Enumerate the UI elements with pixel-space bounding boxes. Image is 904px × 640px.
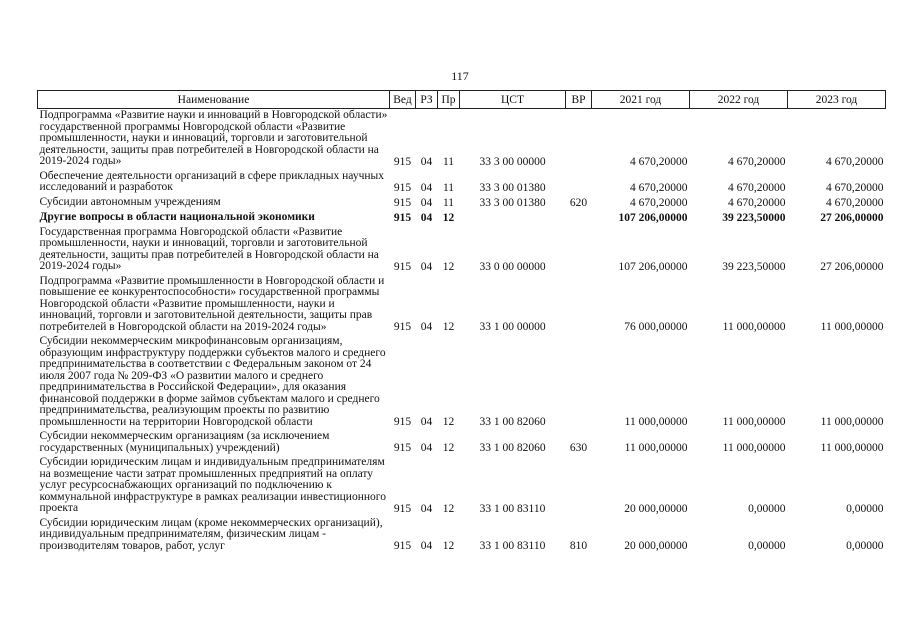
header-name: Наименование (38, 91, 390, 109)
row-rz: 04 (420, 442, 433, 454)
row-2021: 11 000,00000 (624, 442, 688, 454)
row-name: Субсидии автономным учреждениям (39, 196, 221, 208)
row-vr: 810 (569, 540, 588, 552)
table-row (38, 109, 886, 170)
row-2023: 4 670,20000 (826, 155, 884, 168)
row-2023: 0,00000 (846, 502, 884, 515)
row-cst: 33 3 00 00000 (479, 155, 546, 168)
row-2021: 76 000,00000 (624, 321, 688, 333)
row-cst: 33 0 00 00000 (479, 260, 546, 273)
row-2021: 4 670,20000 (630, 181, 688, 194)
header-2022: 2022 год (690, 91, 788, 109)
table-row (38, 211, 886, 226)
row-vr: 630 (569, 442, 588, 454)
row-vr (566, 211, 592, 226)
row-rz: 04 (420, 260, 433, 273)
row-cst: 33 1 00 83110 (479, 540, 546, 552)
table-row (38, 430, 886, 456)
row-ved: 915 (393, 416, 412, 428)
row-vr: 620 (569, 196, 588, 209)
row-pr: 11 (442, 155, 455, 168)
table-row (38, 517, 886, 555)
row-name: Обеспечение деятельности организаций в сфере прикладных научных исследований и разработок (39, 169, 384, 193)
row-pr: 11 (442, 196, 455, 209)
row-cst (460, 211, 566, 226)
row-rz: 04 (420, 502, 433, 515)
row-cst: 33 1 00 00000 (479, 321, 546, 333)
row-pr: 12 (442, 416, 455, 428)
row-rz: 04 (420, 540, 433, 552)
row-cst: 33 1 00 83110 (479, 502, 546, 515)
header-vr: ВР (566, 91, 592, 109)
row-vr (566, 456, 592, 517)
row-2023: 11 000,00000 (820, 442, 884, 454)
row-2023: 27 206,00000 (820, 211, 884, 224)
row-cst: 33 3 00 01380 (479, 181, 546, 194)
row-2021: 20 000,00000 (624, 540, 688, 552)
table-row (38, 335, 886, 430)
row-rz: 04 (420, 321, 433, 333)
row-2021: 20 000,00000 (624, 502, 688, 515)
header-rz: РЗ (416, 91, 438, 109)
row-2022: 39 223,50000 (722, 260, 786, 273)
header-cst: ЦСТ (460, 91, 566, 109)
budget-table (37, 90, 886, 554)
row-ved: 915 (393, 442, 412, 454)
table-row (38, 196, 886, 211)
row-rz: 04 (420, 196, 433, 209)
row-name: Субсидии некоммерческим организациям (за исключением государственных (муниципальных) учреждений) (39, 430, 330, 454)
row-cst: 33 3 00 01380 (479, 196, 546, 209)
row-ved: 915 (393, 260, 412, 273)
table-row (38, 456, 886, 517)
row-name: Подпрограмма «Развитие промышленности в Новгородской области и повышение ее конкурентоспособности» государственной программы Новгородской области «Развитие промышленности, науки и инноваций, торговли и заготовительной деятельности, защиты прав потребителей в Новгородской области на 2019-2024 годы» (39, 274, 385, 333)
row-2023: 4 670,20000 (826, 181, 884, 194)
table-row (38, 170, 886, 196)
row-2022: 4 670,20000 (728, 155, 786, 168)
row-2021: 107 206,00000 (618, 260, 688, 273)
row-2022: 11 000,00000 (722, 321, 786, 333)
row-pr: 12 (442, 540, 455, 552)
row-2022: 11 000,00000 (722, 442, 786, 454)
row-ved: 915 (393, 502, 412, 515)
row-rz: 04 (420, 211, 433, 224)
row-cst: 33 1 00 82060 (479, 416, 546, 428)
table-row (38, 226, 886, 275)
row-name: Субсидии некоммерческим микрофинансовым организациям, образующим инфраструктуру поддержки субъектов малого и среднего предпринимательства в соответствии с Федеральным законом от 24 июля 2007 года № 209-ФЗ «О развитии малого и среднего предпринимательства в Российской Федерации», для оказания финансовой поддержки в форме займов субъектам малого и среднего предпринимательства, реализующим проекты по развитию промышленности на территории Новгородской области (39, 335, 386, 428)
row-pr: 12 (442, 321, 455, 333)
row-name: Подпрограмма «Развитие науки и инноваций в Новгородской области» государственной программы Новгородской области «Развитие промышленности, науки и инноваций, торговли и заготовительной деятельности, защиты прав потребителей в Новгородской области на 2019-2024 годы» (39, 109, 388, 167)
row-2021: 11 000,00000 (624, 416, 688, 428)
row-ved: 915 (393, 181, 412, 194)
row-cst: 33 1 00 82060 (479, 442, 546, 454)
table-row (38, 275, 886, 336)
header-ved: Вед (390, 91, 416, 109)
header-pr: Пр (438, 91, 460, 109)
row-name: Другие вопросы в области национальной экономики (39, 211, 315, 223)
row-2021: 107 206,00000 (618, 211, 688, 224)
row-vr (566, 170, 592, 196)
header-2023: 2023 год (788, 91, 886, 109)
row-2022: 4 670,20000 (728, 181, 786, 194)
page-number: 117 (451, 69, 469, 83)
row-name: Субсидии юридическим лицам (кроме некоммерческих организаций), индивидуальным предпринимателям, физическим лицам - производителям товаров, работ, услуг (39, 516, 383, 552)
row-pr: 11 (442, 181, 455, 194)
row-vr (566, 226, 592, 275)
row-ved: 915 (393, 321, 412, 333)
row-rz: 04 (420, 416, 433, 428)
row-2023: 27 206,00000 (820, 260, 884, 273)
row-vr (566, 275, 592, 336)
row-pr: 12 (442, 502, 455, 515)
row-2023: 4 670,20000 (826, 196, 884, 209)
row-ved: 915 (393, 196, 412, 209)
row-vr (566, 109, 592, 170)
row-rz: 04 (420, 181, 433, 194)
table-header-row (38, 91, 886, 109)
row-2021: 4 670,20000 (630, 155, 688, 168)
row-2023: 11 000,00000 (820, 416, 884, 428)
row-pr: 12 (442, 442, 455, 454)
row-rz: 04 (420, 155, 433, 168)
row-2023: 0,00000 (846, 540, 884, 552)
header-2021: 2021 год (592, 91, 690, 109)
row-ved: 915 (393, 155, 412, 168)
row-2023: 11 000,00000 (820, 321, 884, 333)
row-2022: 11 000,00000 (722, 416, 786, 428)
row-2021: 4 670,20000 (630, 196, 688, 209)
row-2022: 0,00000 (748, 540, 786, 552)
row-vr (566, 335, 592, 430)
row-name: Субсидии юридическим лицам и индивидуальным предпринимателям на возмещение части затрат промышленных предприятий на оплату услуг ресурсоснабжающих организаций по подключению к коммунальной инфраструктуре в рамках реализации инвестиционного проекта (39, 456, 386, 514)
row-name: Государственная программа Новгородской области «Развитие промышленности, науки и инноваций, торговли и заготовительной деятельности, защиты прав потребителей в Новгородской области на 2019-2024 годы» (39, 225, 379, 272)
row-pr: 12 (442, 211, 455, 224)
row-2022: 39 223,50000 (722, 211, 786, 224)
row-ved: 915 (393, 211, 412, 224)
row-ved: 915 (393, 540, 412, 552)
row-2022: 4 670,20000 (728, 196, 786, 209)
row-pr: 12 (442, 260, 455, 273)
row-2022: 0,00000 (748, 502, 786, 515)
